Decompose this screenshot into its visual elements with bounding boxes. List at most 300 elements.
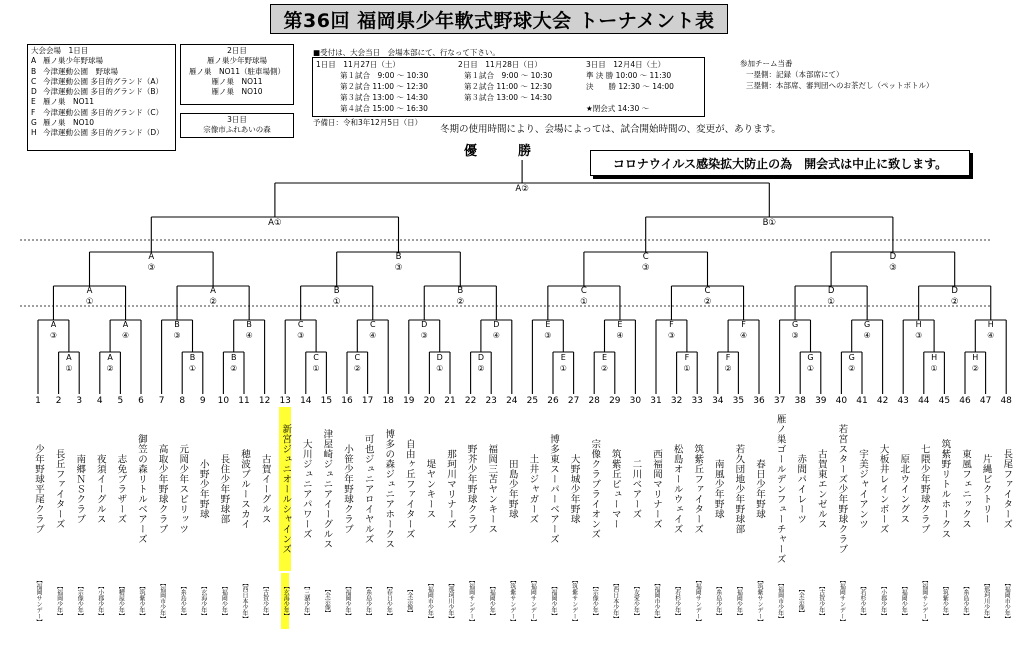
team-league: 【三潴少年】 — [302, 583, 310, 619]
team-name: 長丘ファイターズ — [53, 449, 65, 529]
r16-venue-label: D — [951, 286, 958, 296]
team-league: 【西日本少年】 — [241, 580, 248, 622]
team-number: 44 — [918, 396, 930, 406]
team-league: 【若杉少年】 — [859, 583, 866, 619]
r16-game-label: ① — [580, 297, 588, 307]
team-entry — [955, 396, 975, 629]
semi-label: A① — [268, 218, 282, 228]
team-entry — [481, 396, 501, 629]
r32-game-label: ④ — [492, 331, 500, 340]
team-number: 31 — [650, 396, 662, 406]
team-number: 17 — [361, 396, 374, 406]
team-entry — [131, 396, 151, 629]
venue-item: B 今津運動公園 野球場 — [31, 66, 118, 76]
r1-game-label: ① — [559, 364, 567, 373]
team-entry — [193, 396, 213, 629]
r1-venue-label: F — [725, 353, 731, 362]
r1-venue-label: D — [477, 353, 484, 362]
r32-venue-label: F — [669, 320, 674, 329]
team-number: 16 — [341, 396, 353, 406]
duty-line: 三塁側：本部席、審判団へのお茶だし（ペットボトル） — [746, 81, 934, 90]
r16-venue-label: A — [210, 286, 217, 296]
team-league: 【玄海少年】 — [199, 583, 207, 619]
page-title: 第36回 福岡県少年軟式野球大会 トーナメント表 — [270, 4, 728, 34]
team-name: 那珂川マリナーズ — [445, 449, 456, 529]
venue-line: 雁ノ巣 NO10 — [211, 87, 263, 97]
team-name: 筑紫野リトルホークス — [939, 439, 951, 539]
team-name: 宗像クラブライオンズ — [589, 439, 601, 539]
venue-line: 雁ノ巣 NO11（駐車場側） — [188, 66, 286, 76]
team-entry — [172, 396, 192, 629]
team-number: 20 — [423, 396, 436, 406]
team-entry — [770, 396, 790, 629]
team-entry — [337, 396, 357, 629]
team-entry — [914, 396, 934, 629]
team-entry — [749, 396, 769, 629]
team-entry — [831, 396, 851, 629]
team-number: 3 — [76, 396, 83, 406]
team-name: 春日少年野球 — [754, 459, 765, 519]
team-entry — [873, 396, 893, 629]
team-number: 9 — [199, 396, 206, 406]
r32-venue-label: C — [297, 320, 304, 329]
team-league: 【福岡市少年】 — [426, 580, 434, 622]
team-entry — [234, 396, 254, 629]
team-number: 28 — [588, 396, 600, 406]
r1-venue-label: G — [807, 353, 814, 362]
team-name: 夜須イーグルス — [94, 454, 106, 524]
r1-venue-label: E — [601, 353, 608, 362]
team-entry — [564, 396, 584, 629]
team-league: 【糟屋少年】 — [117, 583, 125, 619]
team-number: 42 — [876, 396, 889, 406]
team-name: 御笠の森リトルベアーズ — [136, 434, 147, 544]
team-name: 南郷ＮＳクラブ — [74, 454, 86, 524]
r1-game-label: ② — [971, 364, 979, 373]
r1-venue-label: B — [230, 353, 237, 362]
team-name: 元岡少年スピリッツ — [177, 444, 189, 534]
team-entry — [708, 396, 728, 629]
team-entry — [440, 396, 460, 629]
quarter-game-label: ③ — [889, 263, 897, 273]
team-league: 【糸島少年】 — [364, 583, 372, 619]
r16-game-label: ② — [703, 297, 712, 307]
r1-game-label: ① — [312, 364, 320, 373]
team-entry — [790, 396, 810, 629]
team-name: 可也ジュニアロイヤルズ — [362, 434, 374, 544]
r1-game-label: ② — [353, 364, 361, 373]
team-number: 19 — [403, 396, 415, 406]
team-league: 【福岡少年】 — [344, 583, 351, 619]
team-league: 【福岡サンデー】 — [35, 577, 42, 625]
team-entry — [584, 396, 604, 629]
team-entry — [852, 396, 872, 629]
team-number: 13 — [279, 396, 291, 406]
team-entry — [522, 396, 542, 629]
team-name: 少年野球平尾クラブ — [33, 444, 44, 534]
team-number: 37 — [773, 396, 786, 406]
day2-game: 第３試合 13:00 ～ 14:30 — [464, 93, 552, 102]
team-league: 【福岡少年】 — [55, 583, 63, 619]
team-league: 【糸島少年】 — [179, 583, 187, 619]
team-league: 【古賀少年】 — [261, 583, 269, 619]
team-league: 【筑紫少年】 — [941, 583, 949, 619]
r16-game-label: ① — [85, 297, 94, 307]
team-name: 雁ノ巣ゴールデンフューチャーズ — [774, 414, 786, 564]
team-name: 土井ジャガーズ — [527, 454, 539, 524]
team-number: 10 — [217, 396, 230, 406]
team-number: 33 — [691, 396, 703, 406]
team-number: 15 — [320, 396, 333, 406]
r32-game-label: ③ — [420, 331, 428, 340]
team-entry — [728, 396, 748, 629]
team-league: 【古賀少年】 — [817, 583, 825, 619]
venue-item: F 今津運動公園 多目的グランド（C） — [31, 107, 164, 117]
team-entry — [461, 396, 481, 629]
team-entry — [69, 396, 89, 629]
team-league: 【福岡少年】 — [220, 583, 228, 619]
team-entry — [49, 396, 69, 629]
team-number: 8 — [179, 396, 186, 406]
team-entry — [419, 396, 439, 629]
r32-venue-label: D — [421, 320, 428, 329]
team-league: 【友愛少年】 — [632, 583, 640, 619]
team-entry — [255, 396, 275, 629]
r16-venue-label: B — [457, 286, 464, 296]
team-number: 4 — [96, 396, 103, 406]
r16-venue-label: C — [580, 286, 587, 296]
r16-venue-label: B — [333, 286, 340, 296]
team-number: 27 — [567, 396, 580, 406]
team-number: 41 — [856, 396, 868, 406]
venue-day3-header: 3日目 — [227, 115, 247, 124]
team-name: 穂波ブルースカイ — [239, 449, 250, 529]
team-league: 【筑紫サンデー】 — [570, 577, 578, 625]
team-league: 【福岡サンデー】 — [529, 577, 537, 625]
r32-game-label: ④ — [739, 331, 748, 340]
r16-venue-label: A — [86, 286, 93, 296]
team-league: 【福岡サンデー】 — [838, 577, 846, 625]
team-entry — [625, 396, 645, 629]
team-league: 【福岡サンデー】 — [467, 577, 475, 625]
team-name: 松島オールウェイズ — [671, 444, 683, 534]
team-name: 片縄ビクトリー — [980, 454, 992, 524]
team-league: 【福岡少年】 — [735, 583, 743, 619]
day1-game: 第４試合 15:00 ～ 16:30 — [340, 104, 428, 113]
team-entry — [893, 396, 913, 629]
team-entry — [399, 396, 419, 629]
team-entry — [687, 396, 707, 629]
team-name: 田島少年野球 — [506, 459, 518, 519]
team-entry — [667, 396, 687, 629]
r32-venue-label: C — [369, 320, 376, 329]
team-name: 新宮ジュニオールシャインズ — [279, 407, 291, 571]
team-name: 七隈少年野球クラブ — [918, 444, 930, 534]
quarter-game-label: ③ — [147, 263, 156, 273]
venue-item: C 今津運動公園 多目的グランド（A） — [31, 76, 164, 86]
quarter-game-label: ③ — [394, 263, 403, 273]
team-name: 筑紫丘ファイターズ — [692, 444, 704, 534]
time-change-note: 冬期の使用時間により、会場によっては、試合開始時間の、変更が、あります。 — [440, 124, 781, 135]
r32-venue-label: B — [174, 320, 180, 329]
day1-game: 第２試合 11:00 ～ 12:30 — [340, 82, 428, 91]
team-number: 35 — [732, 396, 745, 406]
day2-date: 2日目 11月28日（日） — [458, 60, 542, 69]
r32-game-label: ③ — [791, 331, 799, 340]
r16-game-label: ② — [950, 297, 959, 307]
team-number: 40 — [835, 396, 848, 406]
r32-venue-label: D — [493, 320, 500, 329]
team-league: 【福岡少年】 — [488, 583, 496, 619]
team-name: 西福岡マリナーズ — [651, 449, 662, 529]
r32-venue-label: H — [915, 320, 922, 329]
team-name: 若宮スターズ少年野球クラブ — [836, 424, 848, 554]
r1-venue-label: E — [560, 353, 566, 362]
team-name: 東風フェニックス — [960, 449, 971, 529]
team-entry — [605, 396, 625, 629]
r1-venue-label: B — [189, 353, 196, 362]
reception-note: ■受付は、大会当日 会場本部にて、行なって下さい。 — [313, 48, 500, 57]
r32-game-label: ④ — [863, 331, 871, 340]
team-number: 43 — [897, 396, 909, 406]
team-number: 12 — [258, 396, 271, 406]
final-label: A② — [515, 184, 529, 194]
team-league: 【福岡少年】 — [550, 583, 557, 619]
team-name: 筑紫丘ピューマー — [609, 449, 621, 529]
team-number: 21 — [444, 396, 456, 406]
r16-game-label: ② — [209, 297, 217, 307]
r32-venue-label: B — [246, 320, 252, 329]
team-league: 【糸島少年】 — [962, 583, 969, 619]
quarter-game-label: ③ — [641, 263, 650, 273]
r32-game-label: ④ — [245, 331, 253, 340]
team-name: 原北ウイングス — [898, 454, 910, 524]
team-name: 古賀イーグルス — [259, 454, 271, 524]
team-entry — [152, 396, 172, 629]
r1-venue-label: A — [66, 353, 72, 362]
r32-game-label: ③ — [173, 331, 181, 340]
team-league: 【福岡市少年】 — [653, 580, 660, 622]
r1-venue-label: F — [684, 353, 690, 362]
venue-line: 宗像市ふれあいの森 — [203, 125, 271, 135]
day1-game: 第１試合 9:00 ～ 10:30 — [340, 71, 429, 80]
r32-game-label: ③ — [544, 331, 552, 340]
venue-day1-header: 大会会場 1日目 — [31, 46, 89, 55]
day1-date: 1日目 11月27日（土） — [316, 60, 400, 69]
r32-venue-label: A — [122, 320, 129, 329]
team-name: 赤間パイレーツ — [795, 454, 807, 524]
r32-venue-label: A — [50, 320, 57, 329]
champion-label: 優 勝 — [464, 144, 546, 159]
team-league: 【小郡少年】 — [879, 583, 887, 619]
team-number: 36 — [753, 396, 765, 406]
team-league: 【福岡サンデー】 — [694, 577, 702, 625]
team-entry — [502, 396, 522, 629]
team-number: 7 — [158, 396, 165, 406]
r32-game-label: ③ — [915, 331, 923, 340]
venue-line: 雁ノ巣 NO11 — [211, 76, 263, 86]
team-league: 【全宗像】 — [797, 586, 805, 616]
team-league: 【福岡市少年】 — [158, 580, 166, 622]
team-league: 【福岡市少年】 — [776, 580, 784, 622]
team-name: 長尾ファイターズ — [1001, 449, 1013, 529]
team-entry — [213, 396, 233, 629]
team-league: 【全宗像】 — [405, 586, 413, 616]
day2-game: 第２試合 11:00 ～ 12:30 — [464, 82, 552, 91]
cancellation-notice: コロナウイルス感染拡大防止の為 開会式は中止に致します。 — [590, 150, 970, 176]
venue-day2-header: 2日目 — [227, 46, 247, 55]
r32-game-label: ③ — [297, 331, 305, 340]
team-name: 自由ヶ丘ファイターズ — [403, 439, 415, 539]
venue-item: D 今津運動公園 多目的グランド（B） — [31, 87, 164, 97]
r1-game-label: ① — [65, 364, 73, 373]
team-number: 25 — [526, 396, 539, 406]
team-number: 18 — [382, 396, 394, 406]
team-league: 【福岡少年】 — [900, 583, 908, 619]
team-entry — [378, 396, 398, 629]
team-name: 長住少年野球部 — [218, 454, 230, 524]
r1-game-label: ① — [683, 364, 691, 373]
venue-item: H 今津運動公園 多目的グランド（D） — [31, 128, 164, 138]
day3-game: 準 決 勝 10:00 ～ 11:30 — [586, 71, 672, 80]
team-entry — [543, 396, 563, 629]
day3-date: 3日目 12月4日（土） — [586, 60, 666, 69]
team-name: 小野少年野球 — [197, 459, 209, 519]
r1-venue-label: D — [436, 353, 443, 362]
r1-venue-label: C — [313, 353, 319, 362]
team-league: 【春日少年】 — [385, 583, 393, 619]
team-league: 【玄海少年】 — [281, 573, 289, 629]
team-entry — [976, 396, 996, 629]
team-entry — [358, 396, 378, 629]
team-number: 46 — [959, 396, 971, 406]
team-name: 福岡三苫ヤンキース — [486, 444, 498, 534]
team-number: 30 — [629, 396, 642, 406]
team-name: 高取少年野球クラブ — [156, 444, 168, 534]
r32-game-label: ④ — [369, 331, 377, 340]
r32-venue-label: H — [987, 320, 994, 329]
r1-game-label: ① — [188, 364, 197, 373]
r16-game-label: ① — [827, 297, 835, 307]
team-league: 【宗像少年】 — [591, 583, 599, 619]
r1-game-label: ① — [436, 364, 444, 373]
team-name: 博多の森ジュニアホークス — [383, 429, 395, 549]
team-league: 【福岡市少年】 — [1003, 580, 1011, 622]
team-name: 博多東スーパーベアーズ — [548, 434, 559, 544]
team-number: 14 — [300, 396, 312, 406]
team-league: 【糸島少年】 — [714, 583, 722, 619]
team-number: 48 — [1000, 396, 1012, 406]
r32-game-label: ③ — [49, 331, 58, 340]
team-league: 【若杉少年】 — [673, 583, 681, 619]
venue-line: 雁ノ巣少年野球場 — [207, 56, 267, 66]
team-number: 45 — [938, 396, 951, 406]
r1-venue-label: H — [972, 353, 979, 362]
r32-game-label: ③ — [667, 331, 676, 340]
quarter-venue-label: C — [642, 252, 649, 262]
quarter-venue-label: A — [148, 252, 155, 262]
team-entry — [934, 396, 954, 629]
team-name: 宇美ジャイアンツ — [857, 449, 868, 529]
r1-game-label: ② — [724, 364, 732, 373]
team-league: 【宗像少年】 — [76, 583, 84, 619]
team-entry — [296, 396, 316, 629]
r16-venue-label: C — [704, 286, 711, 296]
team-name: 津屋崎ジュニアイーグルス — [321, 429, 333, 549]
closing-ceremony: ★閉会式 14:30 ～ — [586, 104, 650, 113]
team-entry — [275, 396, 295, 629]
day2-game: 第１試合 9:00 ～ 10:30 — [464, 71, 553, 80]
team-league: 【小郡少年】 — [96, 583, 104, 619]
team-number: 32 — [670, 396, 683, 406]
team-number: 23 — [485, 396, 497, 406]
r32-venue-label: G — [864, 320, 871, 329]
team-entry — [646, 396, 666, 629]
r16-game-label: ② — [456, 297, 465, 307]
day3-game: 決 勝 12:30 ～ 14:00 — [586, 82, 674, 91]
r16-game-label: ① — [332, 297, 341, 307]
team-league: 【那珂川少年】 — [447, 580, 454, 622]
team-number: 5 — [117, 396, 124, 406]
team-number: 34 — [712, 396, 724, 406]
team-entry — [28, 396, 48, 629]
reserve-day: 予備日：令和3年12月5日（日） — [313, 118, 423, 127]
r1-game-label: ① — [806, 364, 815, 373]
r1-game-label: ② — [848, 364, 856, 373]
r32-venue-label: E — [617, 320, 623, 329]
r32-venue-label: G — [791, 320, 799, 329]
team-name: 大板井レインボーズ — [877, 444, 889, 534]
team-name: 堤ヤンキース — [424, 459, 436, 519]
team-league: 【西日本少年】 — [611, 580, 619, 622]
team-league: 【筑紫少年】 — [138, 583, 145, 619]
r1-game-label: ② — [477, 364, 485, 373]
team-number: 47 — [979, 396, 992, 406]
r1-game-label: ② — [106, 364, 114, 373]
team-league: 【全宗像】 — [323, 586, 331, 616]
team-name: 小笹少年野球クラブ — [342, 444, 353, 534]
team-name: 大川ジュニアパワーズ — [300, 439, 312, 539]
r16-venue-label: D — [827, 286, 835, 296]
r1-game-label: ① — [930, 364, 938, 373]
r1-venue-label: H — [931, 353, 938, 362]
r1-game-label: ② — [600, 364, 609, 373]
team-number: 38 — [794, 396, 806, 406]
r1-venue-label: G — [848, 353, 855, 362]
team-league: 【筑紫サンデー】 — [508, 577, 516, 625]
team-number: 11 — [238, 396, 250, 406]
r32-venue-label: F — [741, 320, 746, 329]
team-number: 6 — [138, 396, 144, 406]
team-name: 南風少年野球 — [712, 459, 724, 519]
r1-venue-label: A — [107, 353, 113, 362]
r32-venue-label: E — [545, 320, 551, 329]
team-league: 【筑紫サンデー】 — [756, 577, 763, 625]
venue-item: E 雁ノ巣 NO11 — [31, 97, 95, 107]
team-number: 22 — [464, 396, 477, 406]
team-name: 大野城少年野球 — [568, 454, 580, 524]
r32-game-label: ④ — [987, 331, 995, 340]
team-league: 【那珂川少年】 — [982, 580, 990, 622]
team-name: 二川ベアーズ — [630, 459, 642, 519]
quarter-venue-label: B — [395, 252, 402, 262]
r1-game-label: ② — [230, 364, 238, 373]
team-entry — [90, 396, 110, 629]
team-league: 【福岡サンデー】 — [920, 577, 928, 625]
team-entry — [316, 396, 336, 629]
team-entry — [811, 396, 831, 629]
team-number: 26 — [547, 396, 559, 406]
